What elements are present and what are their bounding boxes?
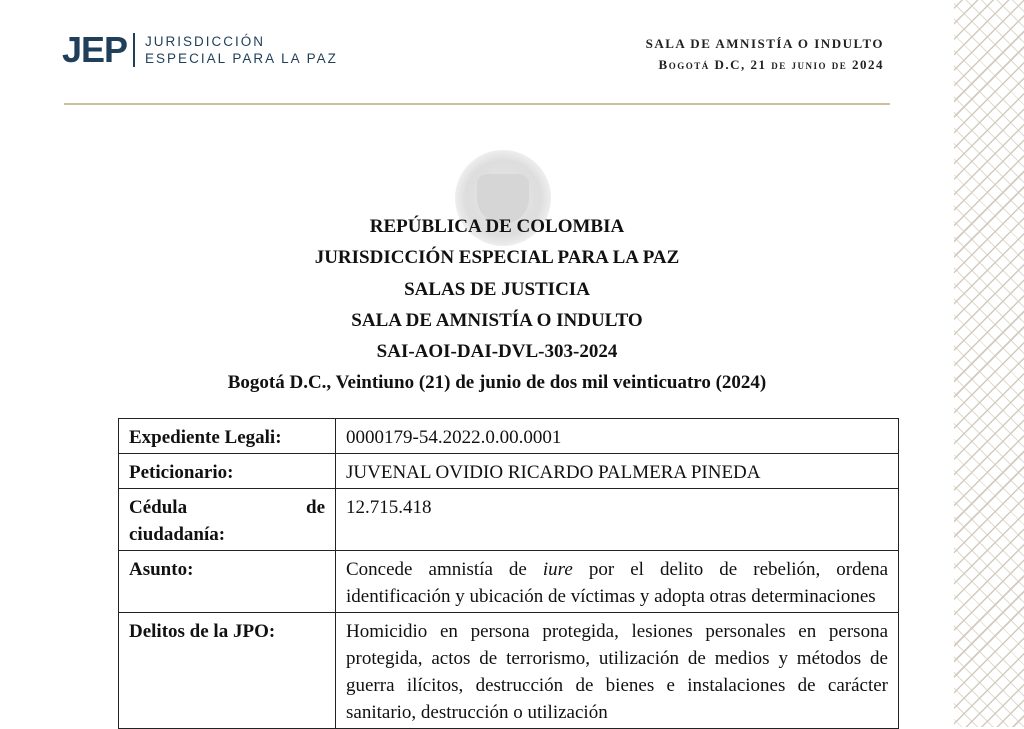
header-right [646,33,884,75]
title-jurisdiccion: JURISDICCIÓN ESPECIAL PARA LA PAZ [314,247,680,269]
delitos-value: Homicidio en persona protegida, lesiones personales en persona protegida, actos de terrorismo, utilización de medios y métodos de guerra ilícitos, destrucción de bienes e instalaciones de carácter sanitario, destrucción o utilización [336,613,899,729]
title-sala-amnistia: SALA DE AMNISTÍA O INDULTO [351,309,643,331]
asunto-value [336,551,899,613]
title-republica: REPÚBLICA DE COLOMBIA [369,216,625,237]
cedula-label-c: ciudadanía: [129,524,226,545]
logo-text [145,33,338,67]
logo-text-line1: JURISDICCIÓN [145,34,266,49]
cedula-value: 12.715.418 [336,489,899,551]
header-date: Bogotá D.C, 21 de junio de 2024 [658,57,884,72]
header-divider [64,103,890,105]
table-row [119,489,899,551]
title-date: Bogotá D.C., Veintiuno (21) de junio de dos mil veinticuatro (2024) [227,372,767,394]
cedula-label [119,489,336,551]
case-info-table [118,418,899,729]
table-row [119,613,899,729]
asunto-label: Asunto: [119,551,336,613]
table-row [119,419,899,454]
title-salas: SALAS DE JUSTICIA [404,278,590,300]
logo-divider [133,33,135,67]
logo-mark: JEP [62,29,128,70]
cedula-label-a: Cédula [129,497,188,518]
peticionario-value: JUVENAL OVIDIO RICARDO PALMERA PINEDA [336,454,899,489]
header-sala: SALA DE AMNISTÍA O INDULTO [645,36,884,51]
asunto-text-italic: iure [542,559,573,580]
expediente-value: 0000179-54.2022.0.00.0001 [336,419,899,454]
table-row [119,454,899,489]
delitos-label: Delitos de la JPO: [119,613,336,729]
asunto-text-pre: Concede amnistía de [346,559,543,580]
document-titles [0,211,994,399]
table-row [119,551,899,613]
expediente-label: Expediente Legali: [119,419,336,454]
cedula-label-b: de [306,497,325,518]
peticionario-label: Peticionario: [119,454,336,489]
asunto-text-post: por el delito de rebelión, ordena identificación y ubicación de víctimas y adopta otras determinaciones [346,559,888,607]
logo-text-line2: ESPECIAL PARA LA PAZ [145,51,338,66]
title-radicado: SAI-AOI-DAI-DVL-303-2024 [376,341,618,363]
jep-logo [62,30,338,70]
